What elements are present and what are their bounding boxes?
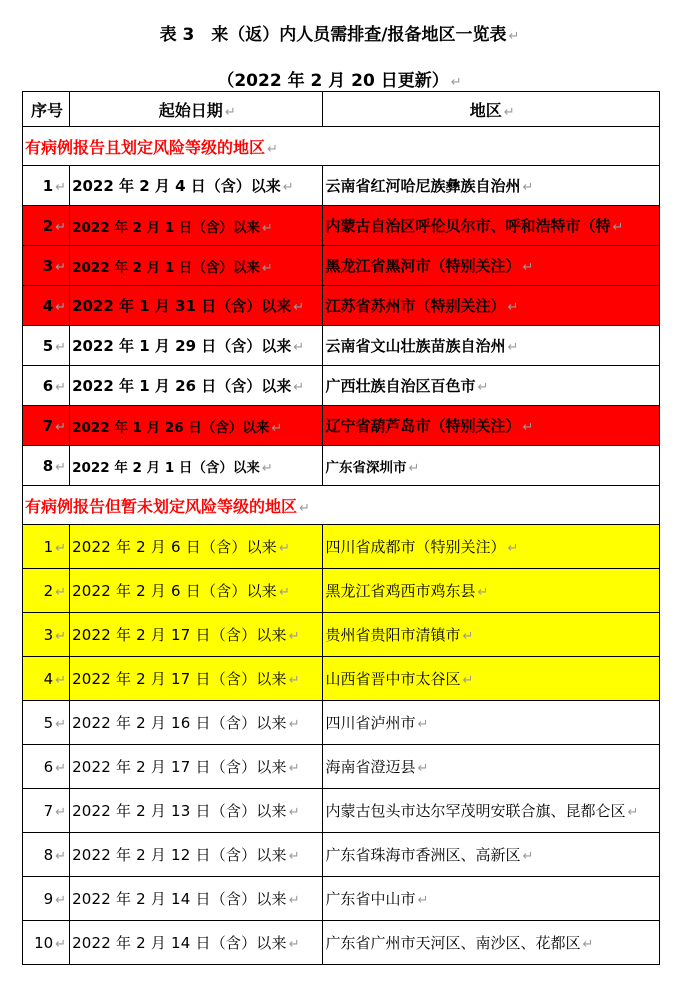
row-start-date-text: 2022 年 2 月 17 日（含）以来: [72, 626, 287, 644]
row-region: [323, 657, 660, 701]
row-region-text: 广东省中山市: [325, 890, 416, 908]
row-region: [323, 406, 660, 446]
paragraph-mark-icon: ↵: [582, 937, 594, 952]
region-table: [22, 91, 660, 965]
row-start-date-text: 2022 年 2 月 12 日（含）以来: [72, 846, 287, 864]
row-number-text: 6: [42, 376, 54, 395]
row-number-text: 3: [42, 256, 54, 275]
paragraph-mark-icon: ↵: [612, 220, 624, 235]
paragraph-mark-icon: ↵: [288, 937, 300, 952]
row-region: [323, 921, 660, 965]
paragraph-mark-icon: ↵: [507, 340, 519, 355]
row-start-date: [70, 569, 323, 613]
paragraph-mark-icon: ↵: [462, 629, 474, 644]
section-row-unrated: [23, 486, 660, 525]
row-number-text: 5: [43, 713, 54, 732]
paragraph-mark-icon: ↵: [55, 936, 67, 952]
paragraph-mark-icon: ↵: [522, 180, 534, 195]
table-row: [23, 657, 660, 701]
paragraph-mark-icon: ↵: [278, 585, 291, 600]
paragraph-mark-icon: ↵: [55, 672, 67, 688]
row-region-text: 山西省晋中市太谷区: [325, 670, 461, 688]
table-row: [23, 286, 660, 326]
row-number: [23, 286, 70, 326]
table-row: [23, 406, 660, 446]
paragraph-mark-icon: ↵: [477, 380, 489, 395]
row-number-text: 10: [34, 933, 54, 952]
paragraph-mark-icon: ↵: [503, 104, 515, 120]
row-start-date-text: 2022 年 1 月 29 日（含）以来: [72, 337, 292, 355]
row-number-text: 4: [43, 669, 54, 688]
row-start-date: [70, 525, 323, 569]
row-region: [323, 569, 660, 613]
paragraph-mark-icon: ↵: [417, 761, 429, 776]
row-start-date-text: 2022 年 2 月 6 日（含）以来: [72, 538, 277, 556]
section-heading-rated: 有病例报告且划定风险等级的地区 ↵: [23, 127, 660, 166]
paragraph-mark-icon: ↵: [450, 75, 462, 90]
row-number: [23, 745, 70, 789]
row-start-date: [70, 613, 323, 657]
row-number: [23, 446, 70, 486]
row-start-date-text: 2022 年 1 月 26 日（含）以来: [72, 419, 270, 436]
paragraph-mark-icon: ↵: [55, 716, 67, 732]
paragraph-mark-icon: ↵: [288, 849, 300, 864]
row-number: [23, 246, 70, 286]
row-start-date-text: 2022 年 2 月 14 日（含）以来: [72, 934, 287, 952]
row-region-text: 广东省深圳市: [325, 459, 407, 476]
row-number-text: 6: [43, 757, 54, 776]
paragraph-mark-icon: ↵: [282, 180, 294, 195]
row-number: [23, 406, 70, 446]
section-row-rated: [23, 127, 660, 166]
paragraph-mark-icon: ↵: [627, 805, 639, 820]
table-row: [23, 833, 660, 877]
paragraph-mark-icon: ↵: [288, 717, 300, 732]
row-number-text: 5: [42, 336, 54, 355]
paragraph-mark-icon: ↵: [55, 299, 67, 315]
paragraph-mark-icon: ↵: [288, 673, 300, 688]
row-region-text: 广西壮族自治区百色市: [325, 377, 476, 395]
row-region-text: 内蒙古包头市达尔罕茂明安联合旗、昆都仑区: [325, 802, 626, 820]
row-number: [23, 657, 70, 701]
table-row: [23, 877, 660, 921]
row-region-text: 广东省广州市天河区、南沙区、花都区: [325, 934, 581, 952]
paragraph-mark-icon: ↵: [522, 420, 534, 435]
paragraph-mark-icon: ↵: [417, 893, 429, 908]
row-region: [323, 525, 660, 569]
row-start-date: [70, 286, 323, 326]
row-region: [323, 613, 660, 657]
row-start-date: [70, 406, 323, 446]
paragraph-mark-icon: ↵: [55, 219, 67, 235]
row-number-text: 8: [43, 845, 54, 864]
row-start-date: [70, 446, 323, 486]
paragraph-mark-icon: ↵: [522, 849, 534, 864]
row-region: [323, 745, 660, 789]
row-number: [23, 366, 70, 406]
paragraph-mark-icon: ↵: [522, 260, 534, 275]
table-row: [23, 446, 660, 486]
row-region: [323, 701, 660, 745]
paragraph-mark-icon: ↵: [261, 220, 273, 236]
row-number-text: 8: [42, 456, 54, 475]
paragraph-mark-icon: ↵: [55, 892, 67, 908]
paragraph-mark-icon: ↵: [293, 300, 305, 315]
paragraph-mark-icon: ↵: [408, 460, 420, 476]
row-region-text: 贵州省贵阳市清镇市: [325, 626, 461, 644]
section-heading-unrated: 有病例报告但暂未划定风险等级的地区 ↵: [23, 486, 660, 525]
paragraph-mark-icon: ↵: [508, 29, 520, 44]
row-region-text: 辽宁省葫芦岛市（特别关注）: [325, 417, 521, 435]
row-number: [23, 326, 70, 366]
paragraph-mark-icon: ↵: [271, 420, 283, 436]
row-number-text: 7: [43, 801, 54, 820]
table-row: [23, 613, 660, 657]
paragraph-mark-icon: ↵: [55, 804, 67, 820]
paragraph-mark-icon: ↵: [55, 259, 67, 275]
table-row: [23, 569, 660, 613]
row-number: [23, 921, 70, 965]
header-number: 序号: [23, 92, 70, 127]
row-region: [323, 877, 660, 921]
table-row: [23, 166, 660, 206]
row-region-text: 黑龙江省鸡西市鸡东县: [325, 582, 476, 600]
row-number: [23, 833, 70, 877]
paragraph-mark-icon: ↵: [55, 459, 67, 475]
row-start-date: [70, 921, 323, 965]
table-row: [23, 789, 660, 833]
paragraph-mark-icon: ↵: [55, 339, 67, 355]
row-region: [323, 246, 660, 286]
paragraph-mark-icon: ↵: [55, 419, 67, 435]
paragraph-mark-icon: ↵: [507, 300, 519, 315]
table-row: [23, 745, 660, 789]
row-region-text: 江苏省苏州市（特别关注）: [325, 297, 506, 315]
row-start-date: [70, 206, 323, 246]
row-start-date: [70, 701, 323, 745]
paragraph-mark-icon: ↵: [55, 179, 67, 195]
paragraph-mark-icon: ↵: [293, 380, 305, 395]
table-title: 表 3 来（返）内人员需排查/报备地区一览表 ↵: [159, 25, 520, 45]
header-region: 地区 ↵: [323, 92, 660, 127]
paragraph-mark-icon: ↵: [417, 717, 429, 732]
row-region: [323, 366, 660, 406]
row-start-date: [70, 833, 323, 877]
row-start-date-text: 2022 年 2 月 1 日（含）以来: [72, 219, 260, 236]
row-start-date-text: 2022 年 1 月 31 日（含）以来: [72, 297, 292, 315]
paragraph-mark-icon: ↵: [267, 141, 278, 157]
table-row: [23, 206, 660, 246]
row-start-date-text: 2022 年 2 月 13 日（含）以来: [72, 802, 287, 820]
paragraph-mark-icon: ↵: [261, 260, 273, 276]
table-row: [23, 366, 660, 406]
paragraph-mark-icon: ↵: [55, 379, 67, 395]
paragraph-mark-icon: ↵: [55, 628, 67, 644]
row-region-text: 云南省文山壮族苗族自治州: [325, 337, 506, 355]
row-start-date: [70, 745, 323, 789]
row-region: [323, 206, 660, 246]
row-number-text: 3: [43, 625, 54, 644]
paragraph-mark-icon: ↵: [299, 500, 310, 516]
row-number: [23, 613, 70, 657]
header-start-date: 起始日期 ↵: [70, 92, 323, 127]
row-region: [323, 833, 660, 877]
row-number-text: 2: [43, 581, 54, 600]
paragraph-mark-icon: ↵: [55, 584, 67, 600]
table-row: [23, 921, 660, 965]
row-region-text: 海南省澄迈县: [325, 758, 416, 776]
header-row: [23, 92, 660, 127]
row-start-date-text: 2022 年 2 月 14 日（含）以来: [72, 890, 287, 908]
row-start-date-text: 2022 年 2 月 1 日（含）以来: [72, 259, 260, 276]
row-start-date-text: 2022 年 2 月 17 日（含）以来: [72, 670, 287, 688]
table-row: [23, 246, 660, 286]
paragraph-mark-icon: ↵: [477, 585, 489, 600]
row-number: [23, 569, 70, 613]
paragraph-mark-icon: ↵: [55, 848, 67, 864]
row-start-date: [70, 657, 323, 701]
paragraph-mark-icon: ↵: [507, 541, 519, 556]
row-number: [23, 206, 70, 246]
row-start-date: [70, 789, 323, 833]
row-region-text: 黑龙江省黑河市（特别关注）: [325, 257, 521, 275]
row-number: [23, 789, 70, 833]
row-region-text: 广东省珠海市香洲区、高新区: [325, 846, 521, 864]
row-region-text: 云南省红河哈尼族彝族自治州: [325, 177, 521, 195]
update-date-subtitle: （2022 年 2 月 20 日更新） ↵: [217, 71, 462, 91]
paragraph-mark-icon: ↵: [462, 673, 474, 688]
row-number-text: 1: [43, 537, 54, 556]
row-number: [23, 701, 70, 745]
row-number: [23, 166, 70, 206]
table-row: [23, 326, 660, 366]
row-start-date: [70, 326, 323, 366]
paragraph-mark-icon: ↵: [261, 460, 273, 476]
row-start-date-text: 2022 年 1 月 26 日（含）以来: [72, 377, 292, 395]
row-region-text: 四川省泸州市: [325, 714, 416, 732]
row-number: [23, 525, 70, 569]
row-start-date-text: 2022 年 2 月 1 日（含）以来: [72, 459, 260, 476]
row-region: [323, 166, 660, 206]
row-start-date-text: 2022 年 2 月 17 日（含）以来: [72, 758, 287, 776]
row-start-date: [70, 877, 323, 921]
row-number-text: 4: [42, 296, 54, 315]
row-number-text: 1: [42, 176, 54, 195]
row-region: [323, 789, 660, 833]
row-region-text: 四川省成都市（特别关注）: [325, 538, 506, 556]
row-start-date-text: 2022 年 2 月 16 日（含）以来: [72, 714, 287, 732]
paragraph-mark-icon: ↵: [288, 805, 300, 820]
table-row: [23, 701, 660, 745]
paragraph-mark-icon: ↵: [55, 540, 67, 556]
row-start-date-text: 2022 年 2 月 6 日（含）以来: [72, 582, 277, 600]
row-region: [323, 286, 660, 326]
paragraph-mark-icon: ↵: [288, 893, 300, 908]
table-row: [23, 525, 660, 569]
row-region: [323, 326, 660, 366]
paragraph-mark-icon: ↵: [293, 340, 305, 355]
row-number: [23, 877, 70, 921]
paragraph-mark-icon: ↵: [278, 541, 291, 556]
row-number-text: 2: [42, 216, 54, 235]
paragraph-mark-icon: ↵: [288, 761, 300, 776]
row-number-text: 9: [43, 889, 54, 908]
paragraph-mark-icon: ↵: [55, 760, 67, 776]
paragraph-mark-icon: ↵: [288, 629, 300, 644]
paragraph-mark-icon: ↵: [224, 104, 236, 120]
row-start-date: [70, 246, 323, 286]
row-start-date: [70, 366, 323, 406]
row-start-date-text: 2022 年 2 月 4 日（含）以来: [72, 177, 281, 195]
row-region: [323, 446, 660, 486]
row-start-date: [70, 166, 323, 206]
row-region-text: 内蒙古自治区呼伦贝尔市、呼和浩特市（特: [325, 217, 611, 235]
row-number-text: 7: [42, 416, 54, 435]
